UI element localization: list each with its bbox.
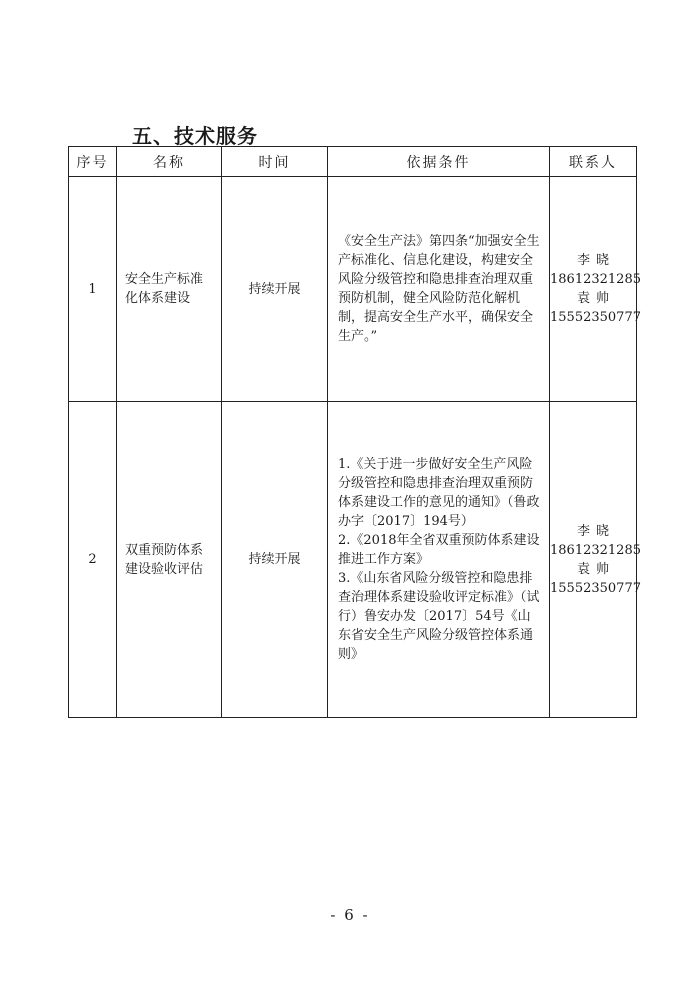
row-time: 持续开展 [222,177,328,402]
row-time: 持续开展 [222,402,328,718]
contact-phone: 15552350777 [550,310,641,325]
contact-phone: 15552350777 [550,580,641,596]
row-name: 安全生产标准化体系建设 [117,177,222,402]
header-time: 时间 [222,147,328,177]
header-index: 序号 [69,147,117,177]
basis-item: 《安全生产法》第四条“加强安全生产标准化、信息化建设，构建安全风险分级管控和隐患排查治理双重预防机制，健全风险防范化解机制，提高安全生产水平，确保安全生产。” [338,234,540,344]
contact-phone: 18612321285 [550,542,641,558]
contact-name: 李晓 [576,523,615,539]
basis-item: 3.《山东省风险分级管控和隐患排查治理体系建设验收评定标准》（试行）鲁安办发〔2017〕54号《山东省安全生产风险分级管控体系通则》 [338,571,540,662]
contact-name: 袁帅 [576,561,615,577]
page-number: - 6 - [330,906,370,924]
row-basis [328,177,550,402]
contact-phone: 18612321285 [550,272,641,287]
row-index: 1 [69,177,117,402]
header-contact: 联系人 [550,147,637,177]
table-row [69,177,637,402]
table-row [69,402,637,718]
row-name: 双重预防体系建设验收评估 [117,402,222,718]
technical-service-table [68,146,641,718]
basis-item: 1.《关于进一步做好安全生产风险分级管控和隐患排查治理双重预防体系建设工作的意见的通知》（鲁政办字〔2017〕194号） [338,457,540,529]
contact-name: 李晓 [576,253,615,268]
basis-item: 2.《2018年全省双重预防体系建设推进工作方案》 [338,533,540,567]
header-name: 名称 [117,147,222,177]
table-header-row [69,147,637,177]
header-basis: 依据条件 [328,147,550,177]
section-title: 五、技术服务 [132,124,258,148]
row-basis [328,402,550,718]
contact-name: 袁帅 [576,291,615,306]
row-contacts [550,402,641,718]
row-contacts [550,177,641,402]
row-index: 2 [69,402,117,718]
